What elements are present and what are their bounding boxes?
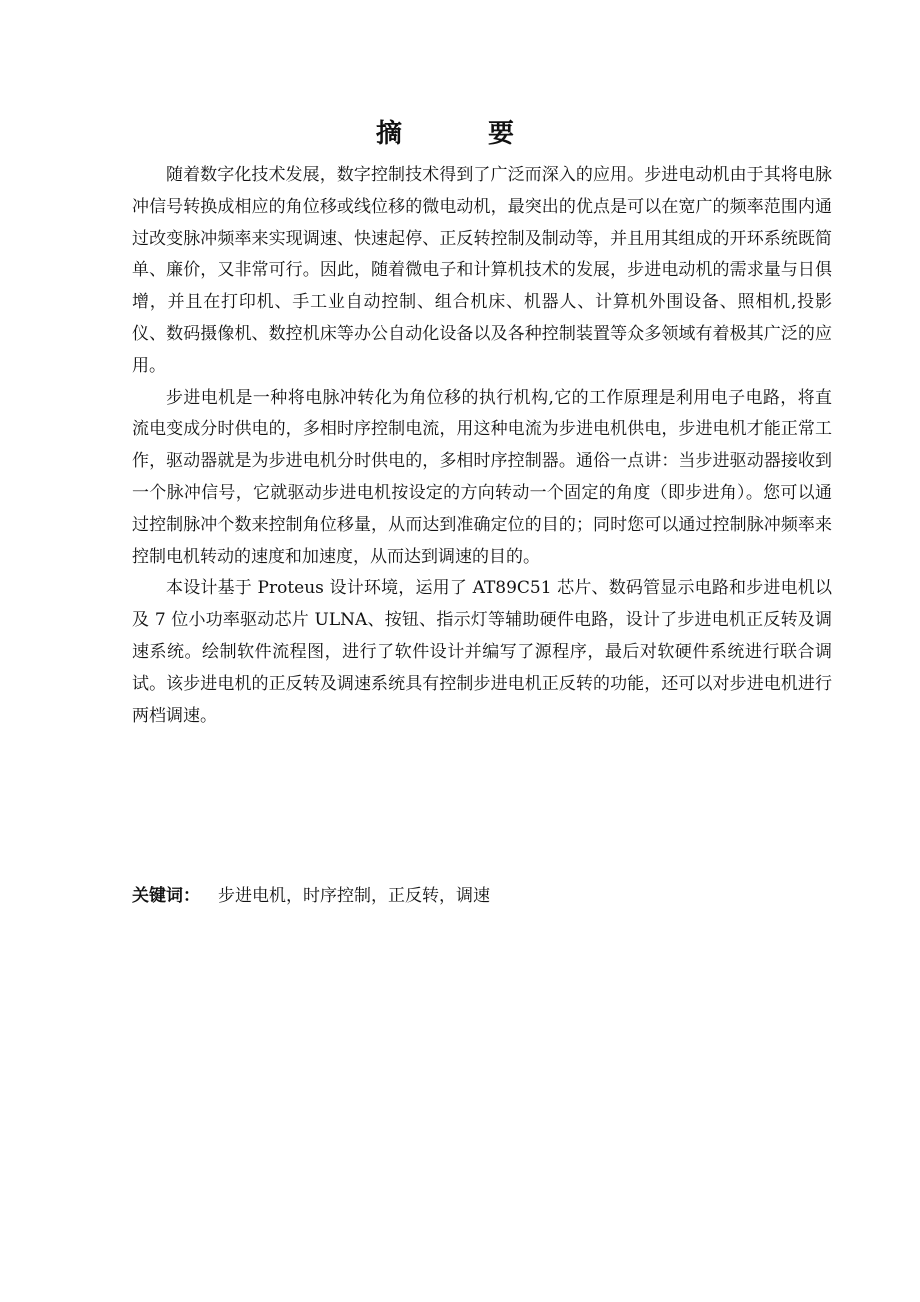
keywords-value: 步进电机，时序控制，正反转，调速 [218, 886, 490, 906]
abstract-paragraph-3: 本设计基于 Proteus 设计环境，运用了 AT89C51 芯片、数码管显示电路和步进电机以及 7 位小功率驱动芯片 ULNA、按钮、指示灯等辅助硬件电路，设计了步进电机正反转及调速系统。绘制软件流程图，进行了软件设计并编写了源程序，最后对软硬件系统进行联合调试。该步进电机的正反转及调速系统具有控制步进电机正反转的功能，还可以对步进电机进行两档调速。 [132, 578, 832, 726]
abstract-paragraph-2: 步进电机是一种将电脉冲转化为角位移的执行机构,它的工作原理是利用电子电路，将直流电变成分时供电的，多相时序控制电流，用这种电流为步进电机供电，步进电机才能正常工作，驱动器就是为步进电机分时供电的，多相时序控制器。通俗一点讲：当步进驱动器接收到一个脉冲信号，它就驱动步进电机按设定的方向转动一个固定的角度（即步进角）。您可以通过控制脉冲个数来控制角位移量，从而达到准确定位的目的；同时您可以通过控制脉冲频率来控制电机转动的速度和加速度，从而达到调速的目的。 [132, 387, 832, 567]
abstract-body [132, 160, 832, 732]
abstract-title: 摘 要 [375, 119, 544, 149]
abstract-paragraph-1: 随着数字化技术发展，数字控制技术得到了广泛而深入的应用。步进电动机由于其将电脉冲信号转换成相应的角位移或线位移的微电动机，最突出的优点是可以在宽广的频率范围内通过改变脉冲频率来实现调速、快速起停、正反转控制及制动等，并且用其组成的开环系统既简单、廉价，又非常可行。因此，随着微电子和计算机技术的发展，步进电动机的需求量与日俱增，并且在打印机、手工业自动控制、组合机床、机器人、计算机外围设备、照相机,投影仪、数码摄像机、数控机床等办公自动化设备以及各种控制装置等众多领域有着极其广泛的应用。 [132, 165, 832, 376]
keywords-label: 关键词： [132, 886, 200, 906]
keywords-line [132, 880, 832, 912]
